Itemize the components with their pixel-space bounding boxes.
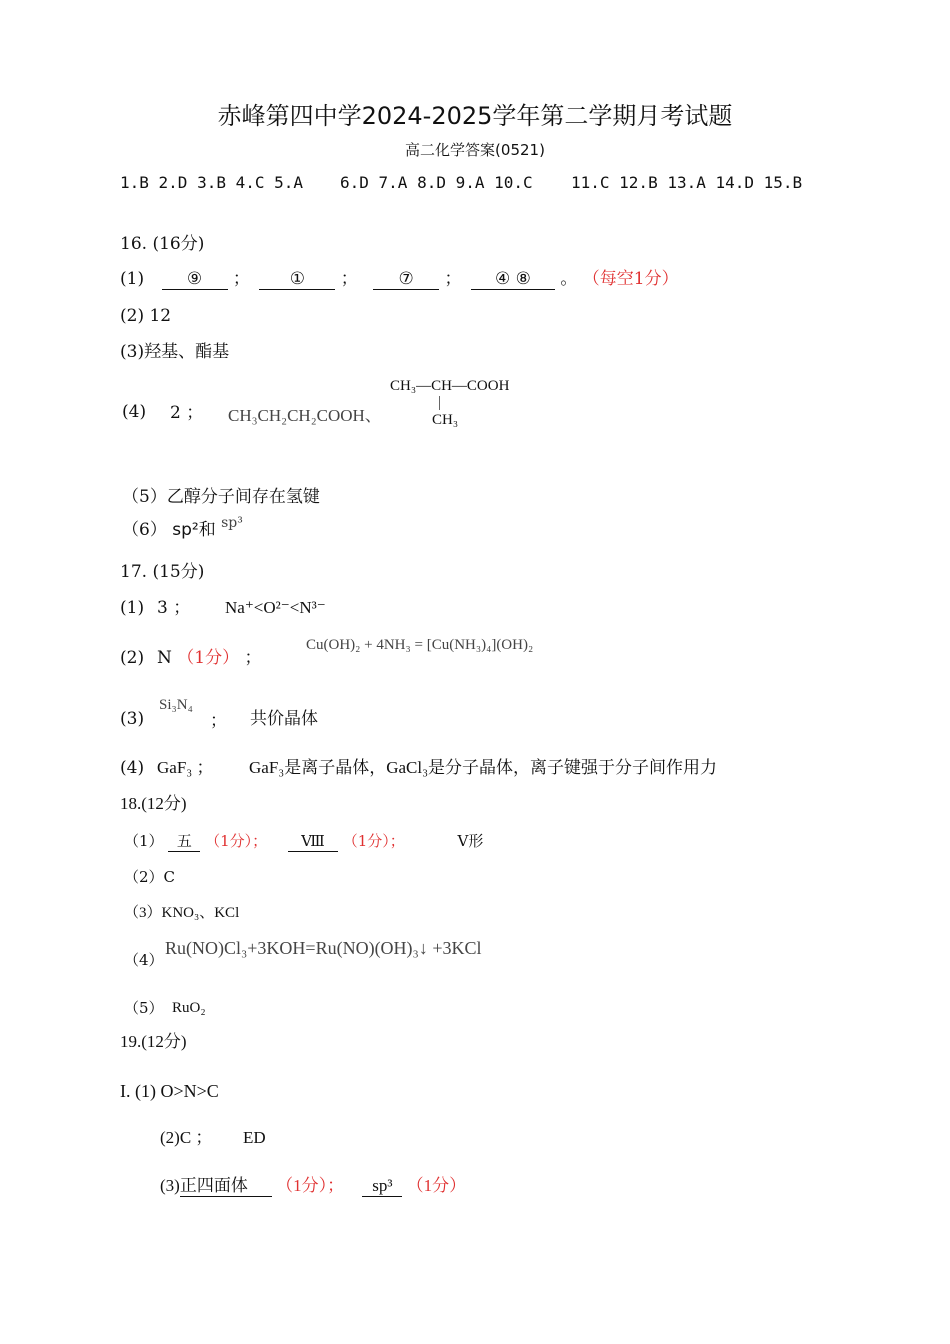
q18-part5-answer: RuO₂	[172, 1000, 206, 1016]
q18-part1	[124, 830, 483, 852]
q19-part3	[160, 1175, 466, 1197]
q18-part1-note2: （1分）；	[342, 832, 405, 850]
q16-header: 16. (16分)	[120, 234, 205, 254]
q16-part1-sep2: ；	[340, 269, 358, 289]
mc-answers-11-15: 11.C 12.B 13.A 14.D 15.B	[571, 173, 803, 192]
q19-part3-blank1: 正四面体	[180, 1176, 272, 1197]
q16-part6-answer: sp²和	[172, 520, 216, 540]
q17-part2-label: (2)	[120, 648, 145, 668]
q17-part2-sep: ；	[244, 648, 262, 668]
mc-answers-1-5: 1.B 2.D 3.B 4.C 5.A	[120, 173, 304, 192]
q19-header: 19.(12分)	[120, 1032, 187, 1051]
q17-part2-equation: Cu(OH)₂ + 4NH₃ = [Cu(NH₃)₄](OH)₂	[306, 637, 534, 653]
q16-part4-answer: 2 ；	[170, 403, 204, 423]
mc-answers-6-10: 6.D 7.A 8.D 9.A 10.C	[340, 173, 533, 192]
q16-part6-extra: sp³	[221, 515, 243, 531]
q17-part2-answer: N	[157, 648, 172, 668]
q16-part4-label: (4)	[122, 402, 147, 422]
q18-part4-equation: Ru(NO)Cl₃+3KOH=Ru(NO)(OH)₃↓ +3KCl	[165, 938, 482, 958]
q16-part1-label: (1)	[120, 269, 145, 289]
q16-part5: （5）乙醇分子间存在氢键	[122, 487, 320, 507]
q16-part4-struct-bottom: CH₃	[432, 412, 459, 428]
q16-part2: (2) 12	[120, 306, 172, 326]
q19-part3-label: (3)	[160, 1176, 180, 1195]
q19-part3-blank2: sp³	[362, 1176, 402, 1197]
q16-part1-sep3: ；	[444, 269, 462, 289]
q16-part4-struct-bond	[439, 396, 440, 410]
q16-part1	[120, 268, 679, 290]
q17-part1-order: Na⁺<O²⁻<N³⁻	[225, 598, 326, 617]
q18-part1-blank1: 五	[168, 831, 200, 852]
q17-part3-label: (3)	[120, 709, 145, 729]
q18-part3: （3）KNO₃、KCl	[124, 905, 240, 921]
q16-part4-formula: CH₃CH₂CH₂COOH、	[228, 406, 382, 425]
q17-header: 17. (15分)	[120, 562, 205, 582]
page-subtitle: 高二化学答案(0521)	[405, 141, 545, 159]
q17-part4-reason: GaF₃是离子晶体，GaCl₃是分子晶体，离子键强于分子间作用力	[249, 758, 718, 777]
q19-part3-note2: （1分）	[406, 1176, 467, 1195]
q16-part4-struct-top: CH₃—CH—COOH	[390, 378, 510, 394]
q17-part3-answer: 共价晶体	[250, 709, 318, 729]
q16-part1-blank3: ⑦	[373, 269, 439, 290]
q18-part1-blank2: Ⅷ	[288, 831, 338, 852]
q18-part4-label: （4）	[124, 951, 164, 969]
q19-part3-note1: （1分）；	[276, 1176, 345, 1195]
q19-part1: I. (1) O>N>C	[120, 1081, 219, 1101]
q16-part1-blank1: ⑨	[162, 269, 228, 290]
q16-part1-blank2: ①	[259, 269, 335, 290]
q16-part6	[122, 515, 243, 542]
q16-part1-note: （每空1分）	[582, 269, 679, 289]
q18-part1-label: （1）	[124, 832, 164, 850]
q16-part1-blank4: ④ ⑧	[471, 269, 555, 290]
q16-part1-sep1: ；	[232, 269, 250, 289]
q18-header: 18.(12分)	[120, 794, 187, 813]
q16-part6-label: （6）	[122, 520, 167, 540]
page-title: 赤峰第四中学2024-2025学年第二学期月考试题	[217, 102, 733, 130]
q17-part4-label: (4)	[120, 758, 145, 778]
q18-part1-answer3: V形	[457, 832, 484, 850]
q19-part2-a: (2)C ；	[160, 1128, 213, 1147]
q19-part2-b: ED	[243, 1128, 266, 1147]
q17-part3-sep: ；	[210, 711, 227, 731]
q16-part1-end: 。	[560, 269, 578, 289]
q18-part5-label: （5）	[124, 999, 164, 1017]
q17-part1-answer: 3 ；	[157, 598, 191, 618]
q17-part2-note: （1分）	[177, 648, 240, 668]
q17-part1-label: (1)	[120, 598, 145, 618]
q17-part4-answer: GaF₃ ；	[157, 758, 214, 777]
q18-part1-note1: （1分）；	[205, 832, 268, 850]
q17-part2	[157, 647, 262, 669]
q18-part2: （2）C	[124, 868, 176, 886]
q16-part3: (3)羟基、酯基	[120, 342, 230, 362]
q17-part3-formula: Si₃N₄	[159, 697, 193, 713]
